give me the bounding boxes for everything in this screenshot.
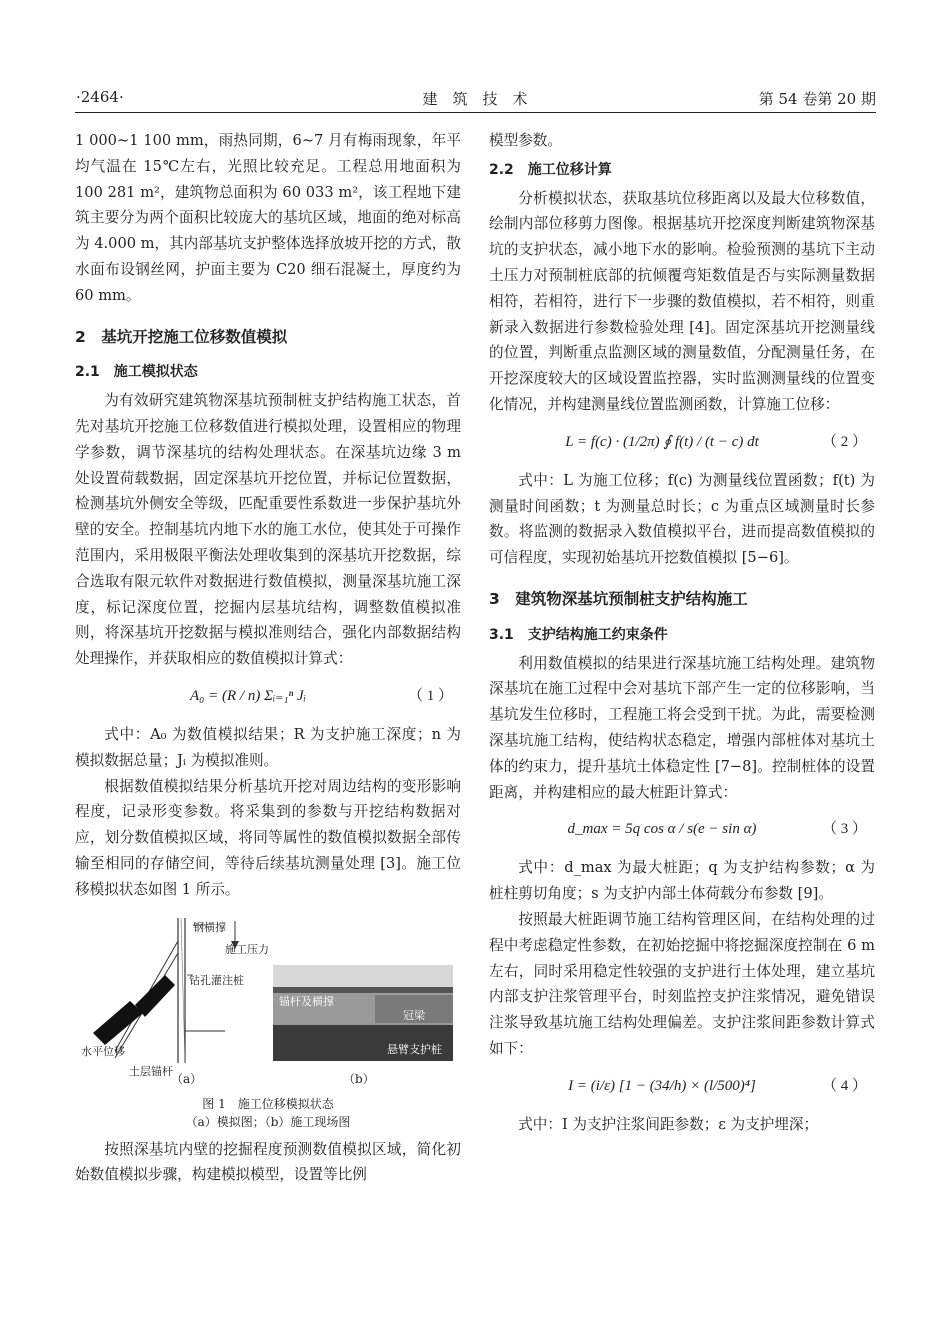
equation-2-number: （ 2 ）	[821, 433, 867, 450]
journal-title: 建 筑 技 术	[422, 90, 528, 108]
photo-label-cantilever-pile: 悬臂支护桩	[387, 1042, 442, 1056]
equation-3-text: d_max = 5q cos α / s(e − sin α)	[567, 821, 757, 838]
continued-text: 模型参数。	[489, 132, 562, 149]
header-rule	[75, 112, 876, 113]
label-soil-anchor: 土层锚杆	[129, 1064, 173, 1078]
equation-2-legend: 式中：L 为施工位移；f(c) 为测量线位置函数；f(t) 为测量时间函数；t 为测量总时长；c 为重点区域测量时长参数。将监测的数据录入数值模拟平台，进而提高数值模拟的可信程度，实现初始基坑开挖数值模拟 [5−6]。	[489, 471, 875, 567]
figure-1-caption: 图 1 施工位移模拟状态	[202, 1096, 334, 1111]
equation-3-legend: 式中：d_max 为最大桩距；q 为支护结构参数；α 为桩柱剪切角度；s 为支护内部土体荷载分布参数 [9]。	[489, 859, 875, 903]
equation-4	[489, 1062, 875, 1112]
label-horizontal-displacement: 水平位移	[81, 1044, 125, 1058]
paragraph-3-1b: 按照最大桩距调节施工结构管理区间，在结构处理的过程中考虑稳定性参数，在初始挖掘中将挖掘深度控制在 6 m 左右，同时采用稳定性较强的支护进行土体处理，建立基坑内部支护注浆管理平台，时刻监控支护注浆情况，避免错误注浆导致基坑施工结构处理偏差。支护注浆间距参数计算式如下：	[489, 910, 875, 1057]
equation-1-text: A₀ = (R / n) Σᵢ₌₁ⁿ Jᵢ	[190, 687, 306, 704]
photo-label-anchor-strut: 锚杆及横撑	[279, 994, 334, 1008]
issue-label: 第 54 卷第 20 期	[758, 90, 876, 108]
equation-2-text: L = f(c) · (1/2π) ∮ f(t) / (t − c) dt	[565, 433, 759, 450]
equation-1-legend: 式中：A₀ 为数值模拟结果；R 为支护施工深度；n 为模拟数据总量；Jᵢ 为模拟准则。	[75, 725, 461, 769]
equation-4-legend: 式中：I 为支护注浆间距参数；ε 为支护埋深；	[518, 1115, 819, 1133]
section-2-heading: 2 基坑开挖施工位移数值模拟	[75, 327, 288, 346]
right-column	[489, 128, 875, 1138]
section-3-heading: 3 建筑物深基坑预制桩支护结构施工	[489, 589, 748, 608]
paragraph-2-1b: 根据数值模拟结果分析基坑开挖对周边结构的变形影响程度，记录形变参数。将采集到的参数与开挖结构数据对应，划分数值模拟区域，将同等属性的数值模拟数据全部传输至相同的存储空间，等待后续基坑测量处理 [3]。施工位移模拟状态如图 1 所示。	[75, 777, 461, 898]
subfig-b-label: （b）	[343, 1071, 375, 1086]
equation-2	[489, 418, 875, 468]
paragraph-2-2: 分析模拟状态，获取基坑位移距离以及最大位移数值，绘制内部位移剪力图像。根据基坑开挖深度判断建筑物深基坑的支护状态，减小地下水的影响。检验预测的基坑下主动土压力对预制桩底部的抗倾覆弯矩数值是否与实际测量数据相符，若相符，进行下一步骤的数值模拟，若不相符，则重新录入数据进行参数检验处理 [4]。固定深基坑开挖测量线的位置，判断重点监测区域的测量数值，分配测量任务，在开挖深度较大的区域设置监控器，实时监测测量线的位置变化情况，并构建测量线位置监测函数，计算施工位移：	[489, 189, 875, 413]
equation-4-number: （ 4 ）	[821, 1077, 867, 1094]
photo-label-crown-beam: 冠梁	[403, 1008, 425, 1022]
section-2-2-heading: 2.2 施工位移计算	[489, 161, 612, 178]
section-3-1-heading: 3.1 支护结构施工约束条件	[489, 626, 668, 643]
label-steel-strut: 钢横撑	[193, 920, 226, 934]
paragraph-3-1a: 利用数值模拟的结果进行深基坑施工结构处理。建筑物深基坑在施工过程中会对基坑下部产生一定的位移影响，当基坑发生位移时，工程施工将会受到干扰。为此，需要检测深基坑施工结构，使结构状态稳定，增强内部桩体对基坑土体的约束力，提升基坑土体稳定性 [7−8]。控制桩体的设置距离，并构建相应的最大桩距计算式：	[489, 654, 875, 801]
label-bored-pile: 钻孔灌注桩	[189, 973, 244, 987]
equation-1-number: （ 1 ）	[407, 687, 453, 704]
equation-3-number: （ 3 ）	[821, 821, 867, 838]
page-number: ·2464·	[76, 88, 124, 106]
paragraph-last-left: 按照深基坑内壁的挖掘程度预测数值模拟区域，简化初始数值模拟步骤，构建模拟模型，设置等比例	[75, 1140, 461, 1184]
equation-4-text: I = (i/ε) [1 − (34/h) × (l/500)⁴]	[568, 1077, 756, 1094]
paragraph-2-1a: 为有效研究建筑物深基坑预制桩支护结构施工状态，首先对基坑开挖施工位移数值进行模拟处理，设置相应的物理学参数，调节深基坑的结构处理状态。在深基坑边缘 3 m 处设置荷载数据，固定深基坑开挖位置，并标记位置数据，检测基坑外侧安全等级，匹配重要性系数进一步保护基坑外壁的安全。控制基坑内地下水的施工水位，使其处于可操作范围内，采用极限平衡法处理收集到的深基坑开挖数据，综合选取有限元软件对数据进行数值模拟，测量深基坑施工深度，标记深度位置，挖掘内层基坑结构，调整数值模拟准则，将深基坑开挖数据与模拟准则结合，强化内部数据结构处理操作，并获取相应的数值模拟计算式：	[75, 392, 461, 668]
left-column	[75, 128, 461, 1188]
intro-paragraph: 1 000~1 100 mm，雨热同期，6~7 月有梅雨现象，年平均气温在 15℃左右，光照比较充足。工程总用地面积为 100 281 m²，建筑物总面积为 60 033 m²，该工程地下建筑主要分为两个面积比较庞大的基坑区域，地面的绝对标高为 4.000 m，其内部基坑支护整体选择放坡开挖的方式，散水面布设钢丝网，护面主要为 C20 细石混凝土，厚度约为 60 mm。	[75, 132, 461, 304]
equation-3	[489, 805, 875, 855]
equation-1	[75, 672, 461, 722]
section-2-1-heading: 2.1 施工模拟状态	[75, 364, 198, 381]
label-load: 施工压力	[225, 942, 269, 956]
subfig-a-label: （a）	[171, 1071, 203, 1086]
figure-1-subcaption: （a）模拟图；（b）施工现场图	[185, 1114, 351, 1129]
figure-1	[75, 913, 461, 1085]
